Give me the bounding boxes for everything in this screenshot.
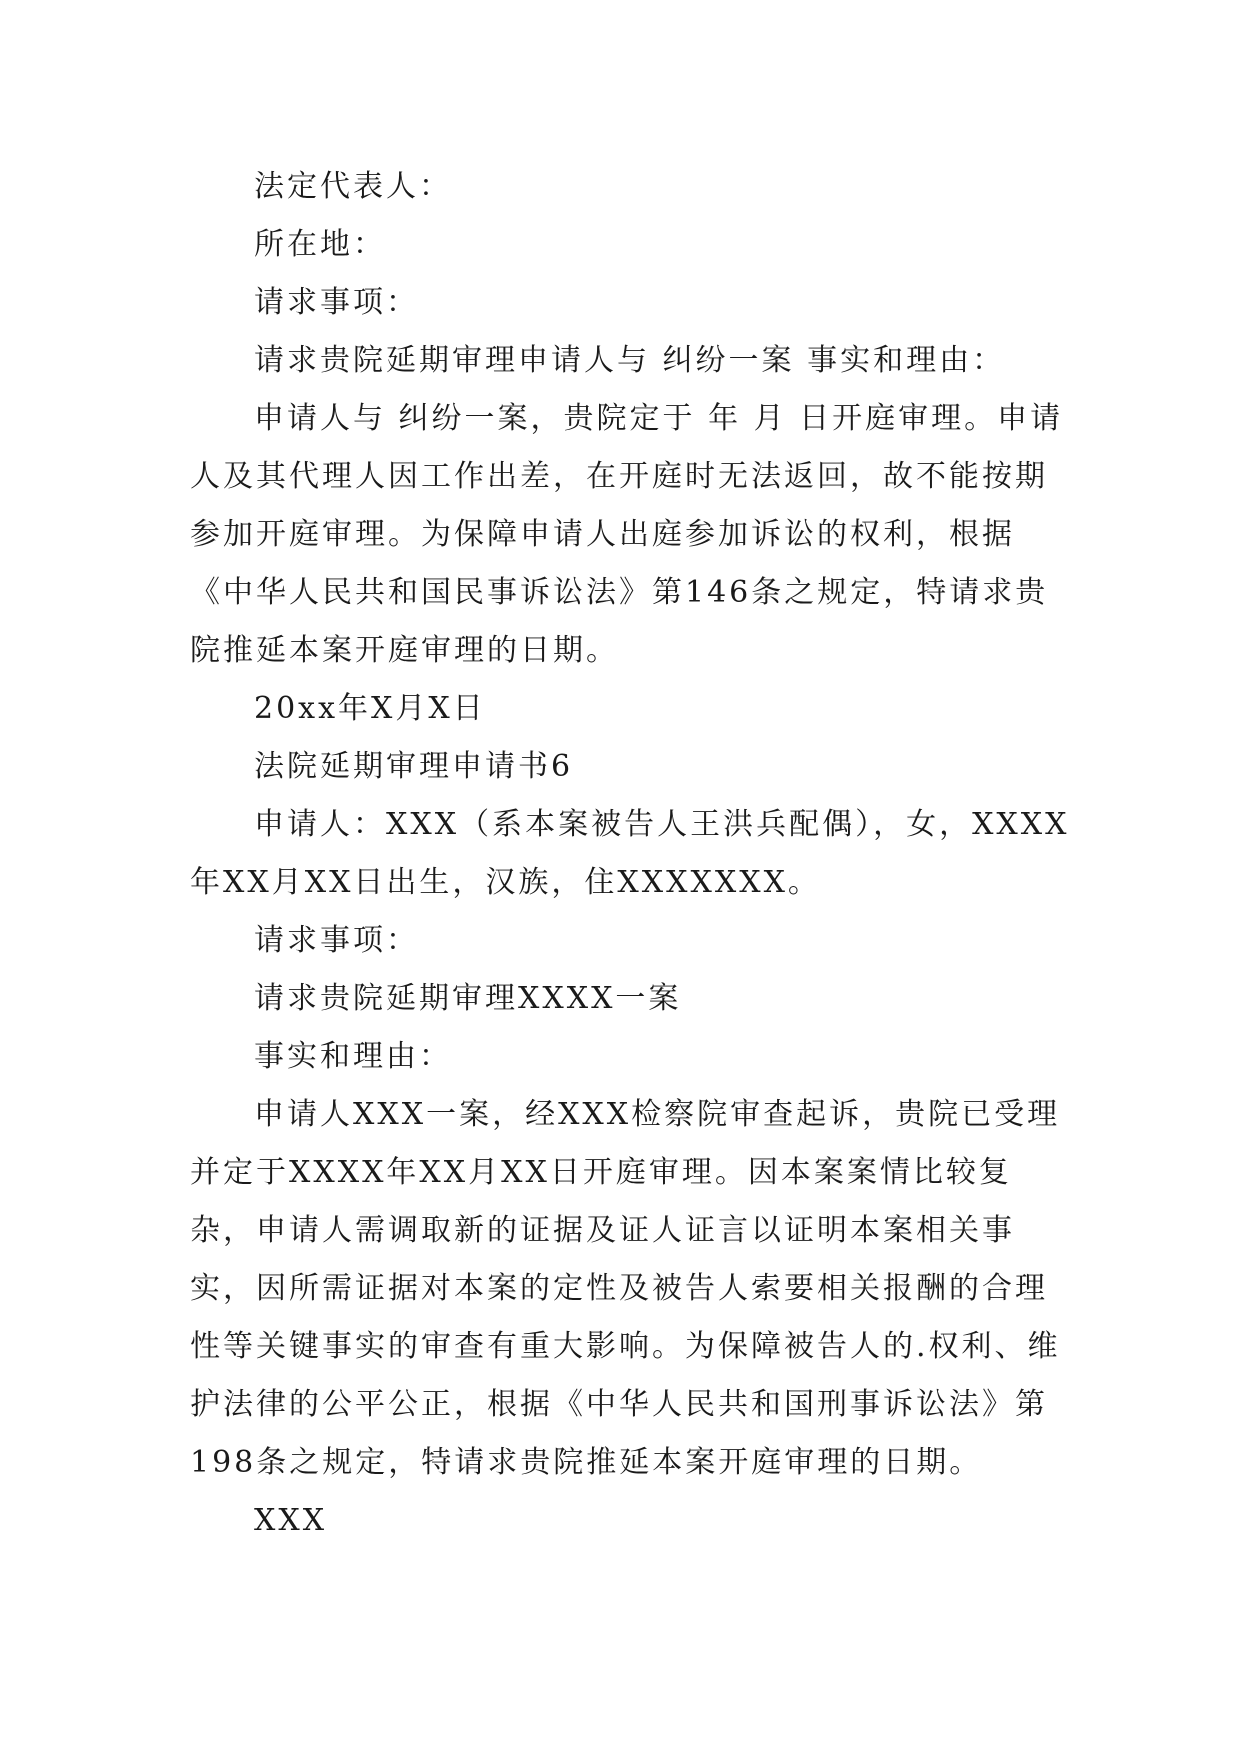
facts-reasons-paragraph-2: 申请人XXX一案，经XXX检察院审查起诉，贵院已受理并定于XXXX年XX月XX日开庭审理。因本案案情比较复杂，申请人需调取新的证据及证人证言以证明本案相关事实，因所需证据对本案的定性及被告人索要相关报酬的合理性等关键事实的审查有重大影响。为保障被告人的.权利、维护法律的公平公正，根据《中华人民共和国刑事诉讼法》第198条之规定，特请求贵院推延本案开庭审理的日期。: [190, 1097, 1061, 1480]
date-line: 20xx年X月X日: [254, 691, 486, 726]
request-items-heading: 请求事项：: [254, 285, 419, 320]
facts-reasons-heading: 事实和理由：: [254, 1039, 452, 1074]
location-line: 所在地：: [254, 227, 386, 262]
signature-line: XXX: [254, 1503, 328, 1538]
request-items-content: 请求贵院延期审理申请人与 纠纷一案 事实和理由：: [254, 343, 1006, 378]
facts-reasons-paragraph: 申请人与 纠纷一案，贵院定于 年 月 日开庭审理。申请人及其代理人因工作出差，在开庭时无法返回，故不能按期参加开庭审理。为保障申请人出庭参加诉讼的权利，根据《中华人民共和国民事诉讼法》第146条之规定，特请求贵院推延本案开庭审理的日期。: [190, 401, 1064, 668]
applicant-info-paragraph: 申请人：XXX（系本案被告人王洪兵配偶），女，XXXX年XX月XX日出生，汉族，住XXXXXXX。: [190, 807, 1070, 900]
request-items-heading-2: 请求事项：: [254, 923, 419, 958]
legal-representative-line: 法定代表人：: [254, 169, 452, 204]
request-items-content-2: 请求贵院延期审理XXXX一案: [254, 981, 682, 1016]
section-title: 法院延期审理申请书6: [254, 749, 574, 784]
